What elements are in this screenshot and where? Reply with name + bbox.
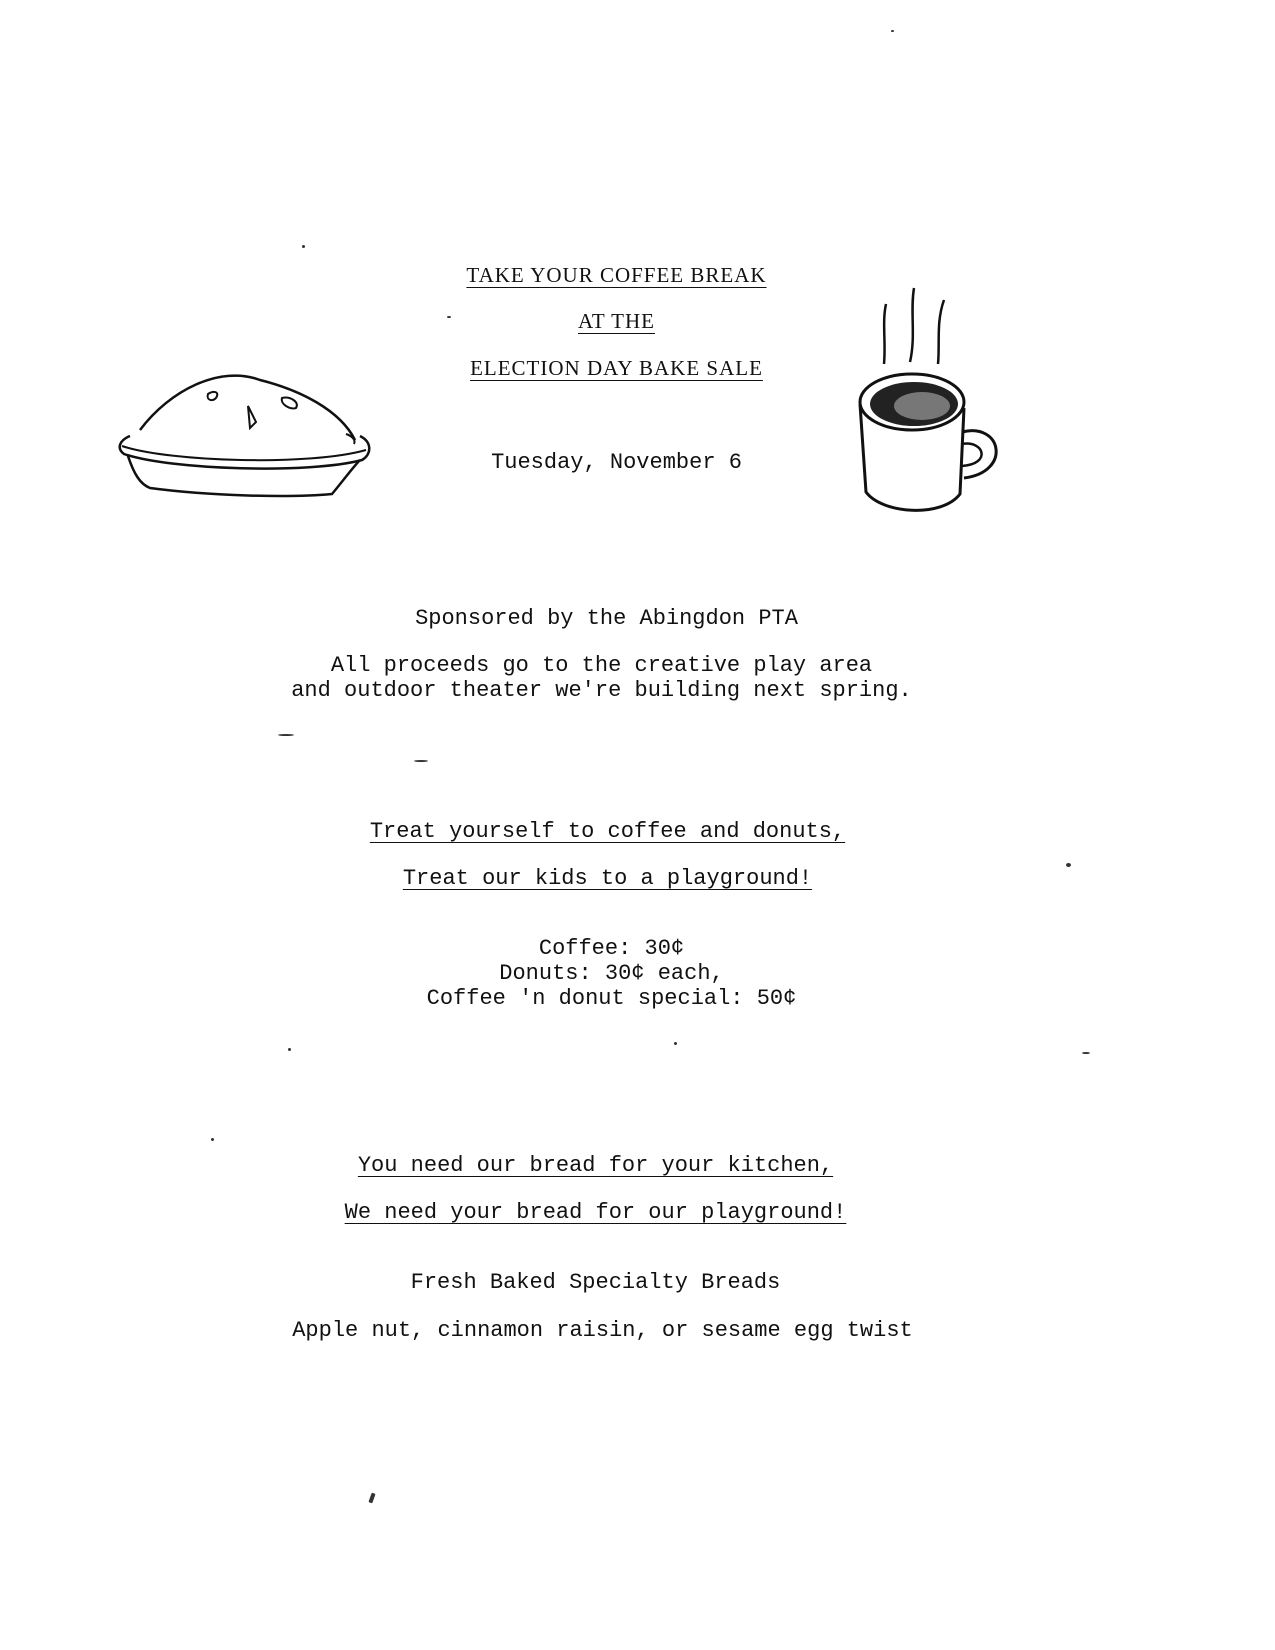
- coffee-slogan-line-1: Treat yourself to coffee and donuts,: [369, 819, 846, 844]
- scan-speck: [211, 1138, 214, 1141]
- coffee-slogan-line-2: Treat our kids to a playground!: [402, 866, 813, 891]
- header-line-1: TAKE YOUR COFFEE BREAK: [466, 263, 767, 287]
- proceeds-line-2: and outdoor theater we're building next spring.: [291, 678, 912, 703]
- header-line-2: AT THE: [578, 309, 655, 333]
- header-line-3: ELECTION DAY BAKE SALE: [470, 356, 763, 380]
- price-donuts: Donuts: 30¢ each,: [499, 961, 724, 986]
- breads-varieties: Apple nut, cinnamon raisin, or sesame egg twist: [292, 1318, 913, 1343]
- scan-speck: [1066, 863, 1071, 867]
- scan-speck: [368, 1493, 375, 1504]
- price-coffee: Coffee: 30¢: [538, 936, 685, 961]
- proceeds-line-1: All proceeds go to the creative play area: [330, 653, 873, 678]
- scan-speck: [288, 1048, 291, 1051]
- scan-speck: [891, 30, 894, 32]
- breads-title: Fresh Baked Specialty Breads: [410, 1270, 781, 1295]
- scan-speck: [447, 316, 451, 318]
- event-date: Tuesday, November 6: [491, 450, 742, 475]
- scan-speck: [278, 734, 294, 736]
- bread-slogan-line-2: We need your bread for our playground!: [344, 1200, 847, 1225]
- scan-speck: [302, 245, 305, 248]
- price-special: Coffee 'n donut special: 50¢: [426, 986, 797, 1011]
- coffee-mug-icon: [852, 282, 1012, 522]
- scan-speck: [414, 760, 428, 762]
- scan-speck: [1082, 1052, 1090, 1054]
- sponsor-text: Sponsored by the Abingdon PTA: [415, 606, 798, 631]
- pie-icon: [110, 370, 380, 510]
- bread-slogan-line-1: You need our bread for your kitchen,: [357, 1153, 834, 1178]
- scan-speck: [674, 1042, 677, 1045]
